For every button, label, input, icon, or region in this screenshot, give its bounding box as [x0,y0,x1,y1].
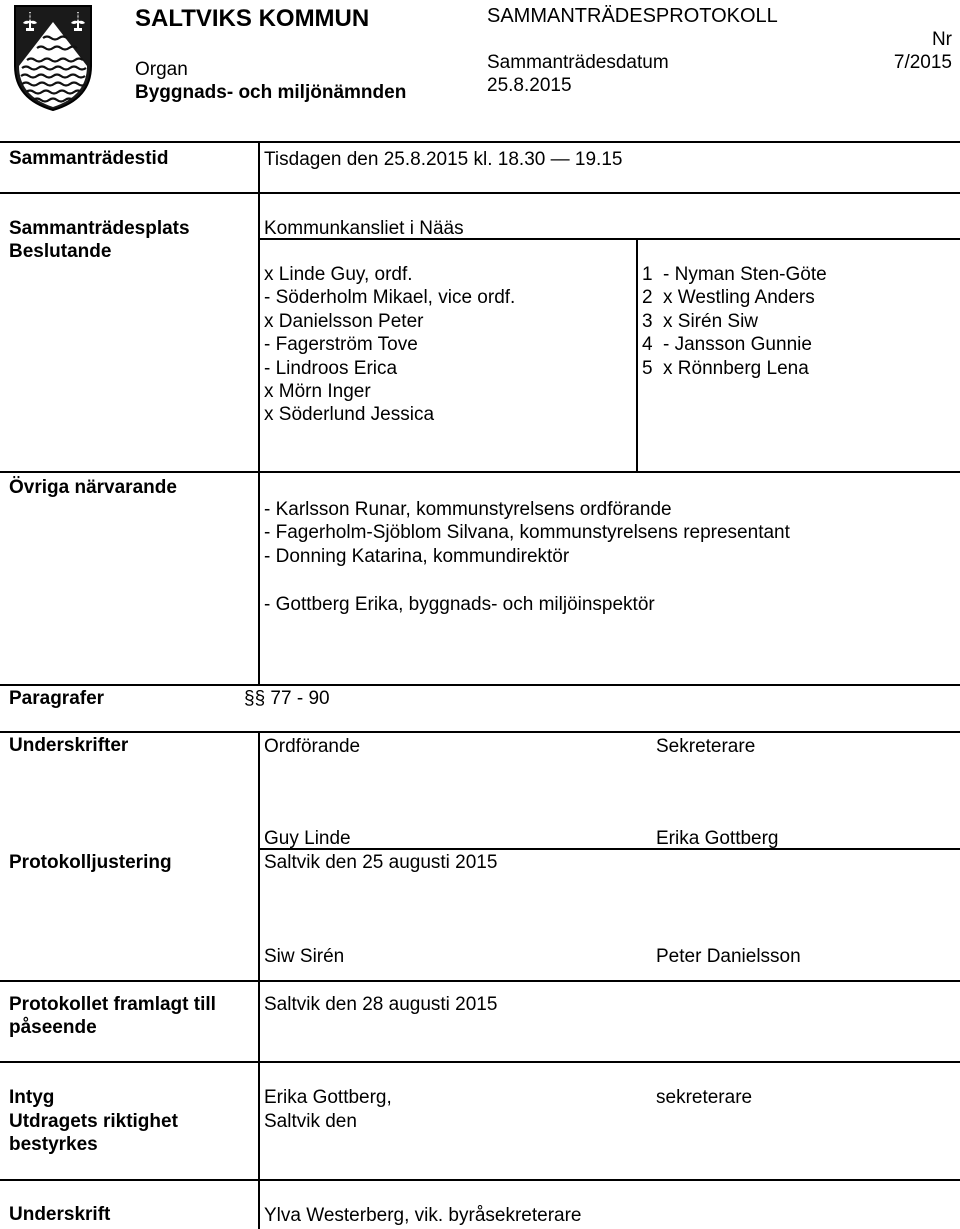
signature-value: Ylva Westerberg, vik. byråsekreterare [264,1205,582,1226]
attendance-mark: x [264,310,274,332]
divider [0,471,960,473]
list-item: - Donning Katarina, kommundirektör [264,545,570,567]
substitute-number: 1 [642,264,653,285]
members-list [264,263,515,427]
list-item: - Karlsson Runar, kommunstyrelsens ordförande [264,499,672,520]
meeting-place-label: Sammanträdesplats [9,218,190,239]
list-item [264,380,515,403]
secretary-name: Erika Gottberg [656,828,779,849]
adjuster-name-2: Peter Danielsson [656,946,801,967]
list-item [264,263,515,286]
list-item [642,310,827,333]
member-name: Söderlund Jessica [278,404,435,426]
list-item [264,310,515,333]
substitute-name: Nyman Sten-Göte [674,264,827,285]
attendance-mark: x [663,287,673,309]
paragraphs-value [244,687,330,710]
attendance-mark: - [663,334,670,356]
paragraph-range: 77 - 90 [270,688,330,709]
divider [0,684,960,686]
member-name: Fagerström Tove [275,334,418,356]
substitute-number: 2 [642,287,653,309]
posted-value: Saltvik den 28 augusti 2015 [264,994,498,1015]
divider [0,1179,960,1181]
substitute-number: 4 [642,334,653,356]
extract-label-line1: Utdragets riktighet [9,1111,178,1132]
attendance-mark: - [663,264,670,285]
divider [0,1061,960,1063]
member-name: Lindroos Erica [275,357,398,379]
attendance-mark: x [264,380,274,402]
column-divider [636,238,638,471]
list-item [642,263,827,286]
attendance-mark: x [264,404,274,426]
meeting-place-value: Kommunkansliet i Nääs [264,218,464,239]
meeting-time-label: Sammanträdestid [9,148,169,169]
organ-value: Byggnads- och miljönämnden [135,82,407,103]
section-symbol: §§ [244,688,266,709]
adjustment-label: Protokolljustering [9,852,172,873]
organ-label: Organ [135,59,188,80]
decision-makers-label: Beslutande [9,241,112,262]
list-item [264,357,515,380]
others-present-extra: - Gottberg Erika, byggnads- och miljöinspektör [264,594,655,615]
others-present-list [264,498,790,568]
adjustment-value: Saltvik den 25 augusti 2015 [264,852,498,873]
secretary-label: Sekreterare [656,736,756,757]
meeting-date-value: 25.8.2015 [487,75,572,96]
posted-label-line1: Protokollet framlagt till [9,994,216,1015]
attendance-mark: x [663,310,673,332]
attendance-mark: x [264,264,274,285]
extract-label-line2: bestyrkes [9,1134,98,1155]
substitute-name: Rönnberg Lena [677,357,809,379]
member-name: Mörn Inger [278,380,371,402]
list-item [642,333,827,356]
substitutes-list [642,263,827,380]
divider [258,848,960,850]
column-divider [258,141,260,684]
chair-name: Guy Linde [264,828,351,849]
divider [0,731,960,733]
list-item [264,333,515,356]
list-item [264,403,515,426]
certificate-label: Intyg [9,1087,55,1108]
divider [0,980,960,982]
paragraphs-label: Paragrafer [9,688,105,709]
member-name: Danielsson Peter [278,310,424,332]
signature-label: Underskrift [9,1204,111,1225]
substitute-number: 5 [642,357,653,379]
coat-of-arms-icon [13,4,93,112]
attendance-mark: - [264,287,271,309]
attendance-mark: x [663,357,673,379]
member-name: Linde Guy, ordf. [278,264,413,285]
document-type: SAMMANTRÄDESPROTOKOLL [487,5,778,27]
member-name: Söderholm Mikael, vice ordf. [275,287,516,309]
list-item: - Fagerholm-Sjöblom Silvana, kommunstyrelsens representant [264,522,790,544]
substitute-name: Sirén Siw [677,310,759,332]
meeting-date-label: Sammanträdesdatum [487,52,669,73]
number-value: 7/2015 [893,52,952,73]
list-item [642,286,827,309]
municipality-name: SALTVIKS KOMMUN [135,5,370,32]
signatures-label: Underskrifter [9,735,129,756]
extract-value: Saltvik den [264,1111,357,1132]
others-present-label: Övriga närvarande [9,477,177,498]
list-item [642,357,827,380]
adjuster-name-1: Siw Sirén [264,946,345,967]
chair-label: Ordförande [264,736,361,757]
substitute-name: Jansson Gunnie [674,334,812,356]
certificate-name: Erika Gottberg, [264,1087,392,1108]
substitute-name: Westling Anders [677,287,815,309]
meeting-time-value: Tisdagen den 25.8.2015 kl. 18.30 — 19.15 [264,149,623,170]
list-item [264,286,515,309]
attendance-mark: - [264,357,271,379]
substitute-number: 3 [642,310,653,332]
column-divider [258,731,260,1229]
attendance-mark: - [264,334,271,356]
divider [0,141,960,143]
posted-label-line2: påseende [9,1017,97,1038]
divider [0,192,960,194]
number-label: Nr [931,29,952,50]
certificate-role: sekreterare [656,1087,753,1108]
